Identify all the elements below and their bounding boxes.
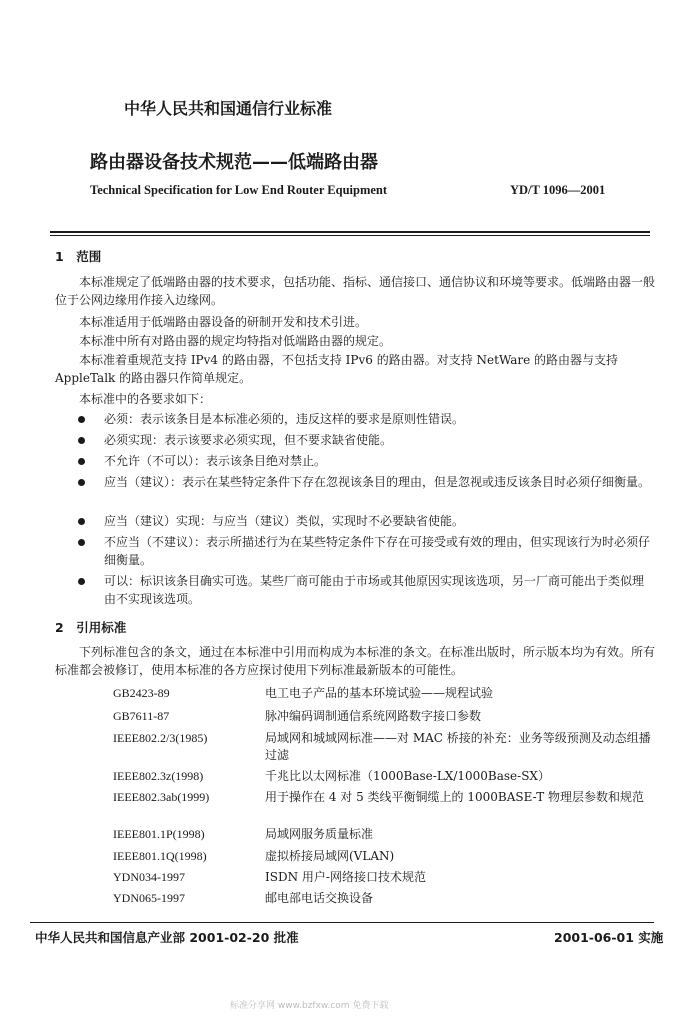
reference-title: 局域网和城域网标准——对 MAC 桥接的补充：业务等级预测及动态组播过滤 bbox=[265, 731, 651, 762]
footer-rule bbox=[30, 922, 654, 923]
reference-code: IEEE802.3z(1998) bbox=[113, 769, 204, 783]
section-1-paragraph: 本标准适用于低端路由器设备的研制开发和技术引进。 bbox=[79, 315, 368, 329]
requirement-item: 应当（建议）实现：与应当（建议）类似，实现时不必要缺省使能。 bbox=[104, 514, 465, 528]
section-1-paragraph: 本标准规定了低端路由器的技术要求，包括功能、指标、通信接口、通信协议和环境等要求。低端路由器一般位于公网边缘用作接入边缘网。 bbox=[55, 275, 656, 307]
requirement-item: 必须实现：表示该要求必须实现，但不要求缺省使能。 bbox=[104, 433, 393, 447]
reference-title: 用于操作在 4 对 5 类线平衡铜缆上的 1000BASE-T 物理层参数和规范 bbox=[265, 790, 645, 804]
standard-number: YD/T 1096—2001 bbox=[510, 183, 606, 197]
document-title-chinese: 路由器设备技术规范——低端路由器 bbox=[90, 152, 378, 173]
reference-code: GB7611-87 bbox=[113, 709, 170, 723]
bullet-icon bbox=[78, 416, 85, 423]
issuing-body: 中华人民共和国通信行业标准 bbox=[124, 99, 333, 118]
reference-code: IEEE802.2/3(1985) bbox=[113, 731, 208, 745]
reference-code: GB2423-89 bbox=[113, 686, 170, 700]
reference-title: 千兆比以太网标准（1000Base-LX/1000Base-SX） bbox=[265, 769, 550, 783]
section-1-paragraph: 本标准着重规范支持 IPv4 的路由器，不包括支持 IPv6 的路由器。对支持 NetWare 的路由器与支持 AppleTalk 的路由器只作简单规定。 bbox=[55, 353, 619, 385]
reference-code: YDN034-1997 bbox=[113, 870, 185, 884]
requirement-item: 不应当（不建议）：表示所描述行为在某些特定条件下存在可接受或有效的理由，但实现该行为时必须仔细衡量。 bbox=[104, 535, 651, 567]
requirement-item: 必须：表示该条目是本标准必须的，违反这样的要求是原则性错误。 bbox=[104, 412, 465, 426]
bullet-icon bbox=[78, 539, 85, 546]
reference-code: YDN065-1997 bbox=[113, 891, 185, 905]
requirement-item: 可以：标识该条目确实可选。某些厂商可能由于市场或其他原因实现该选项，另一厂商可能出于类似理由不实现该选项。 bbox=[104, 574, 645, 606]
document-title-english: Technical Specification for Low End Router Equipment bbox=[90, 183, 388, 197]
download-watermark: 标准分享网 www.bzfxw.com 免费下载 bbox=[230, 1001, 389, 1011]
section-1-heading: 1 范围 bbox=[55, 249, 102, 264]
section-2-heading: 2 引用标准 bbox=[55, 620, 127, 635]
section-1-paragraph: 本标准中所有对路由器的规定均特指对低端路由器的规定。 bbox=[79, 334, 392, 348]
requirement-item: 应当（建议）：表示在某些特定条件下存在忽视该条目的理由，但是忽视或违反该条目时必须仔细衡量。 bbox=[104, 475, 651, 489]
reference-title: 电工电子产品的基本环境试验——规程试验 bbox=[265, 686, 494, 700]
reference-title: 虚拟桥接局域网(VLAN) bbox=[265, 849, 395, 863]
reference-title: 脉冲编码调制通信系统网路数字接口参数 bbox=[265, 709, 482, 723]
reference-code: IEEE801.1Q(1998) bbox=[113, 849, 207, 863]
header-rule-thick bbox=[50, 231, 650, 233]
bullet-icon bbox=[78, 479, 85, 486]
bullet-icon bbox=[78, 518, 85, 525]
bullet-icon bbox=[78, 578, 85, 585]
section-2-paragraph: 下列标准包含的条文，通过在本标准中引用而构成为本标准的条文。在标准出版时，所示版本均为有效。所有标准都会被修订，使用本标准的各方应探讨使用下列标准最新版本的可能性。 bbox=[55, 645, 656, 677]
header-rule-thin bbox=[50, 235, 650, 236]
bullet-icon bbox=[78, 437, 85, 444]
reference-code: IEEE801.1P(1998) bbox=[113, 827, 205, 841]
reference-title: 邮电部电话交换设备 bbox=[265, 891, 374, 905]
implementation-date: 2001-06-01 实施 bbox=[554, 930, 664, 945]
approval-line: 中华人民共和国信息产业部 2001-02-20 批准 bbox=[35, 930, 299, 945]
reference-title: 局域网服务质量标准 bbox=[265, 827, 374, 841]
bullet-icon bbox=[78, 458, 85, 465]
reference-code: IEEE802.3ab(1999) bbox=[113, 790, 210, 804]
section-1-paragraph: 本标准中的各要求如下： bbox=[79, 392, 212, 406]
requirement-item: 不允许（不可以）：表示该条目绝对禁止。 bbox=[104, 454, 327, 468]
reference-title: ISDN 用户-网络接口技术规范 bbox=[265, 870, 426, 884]
